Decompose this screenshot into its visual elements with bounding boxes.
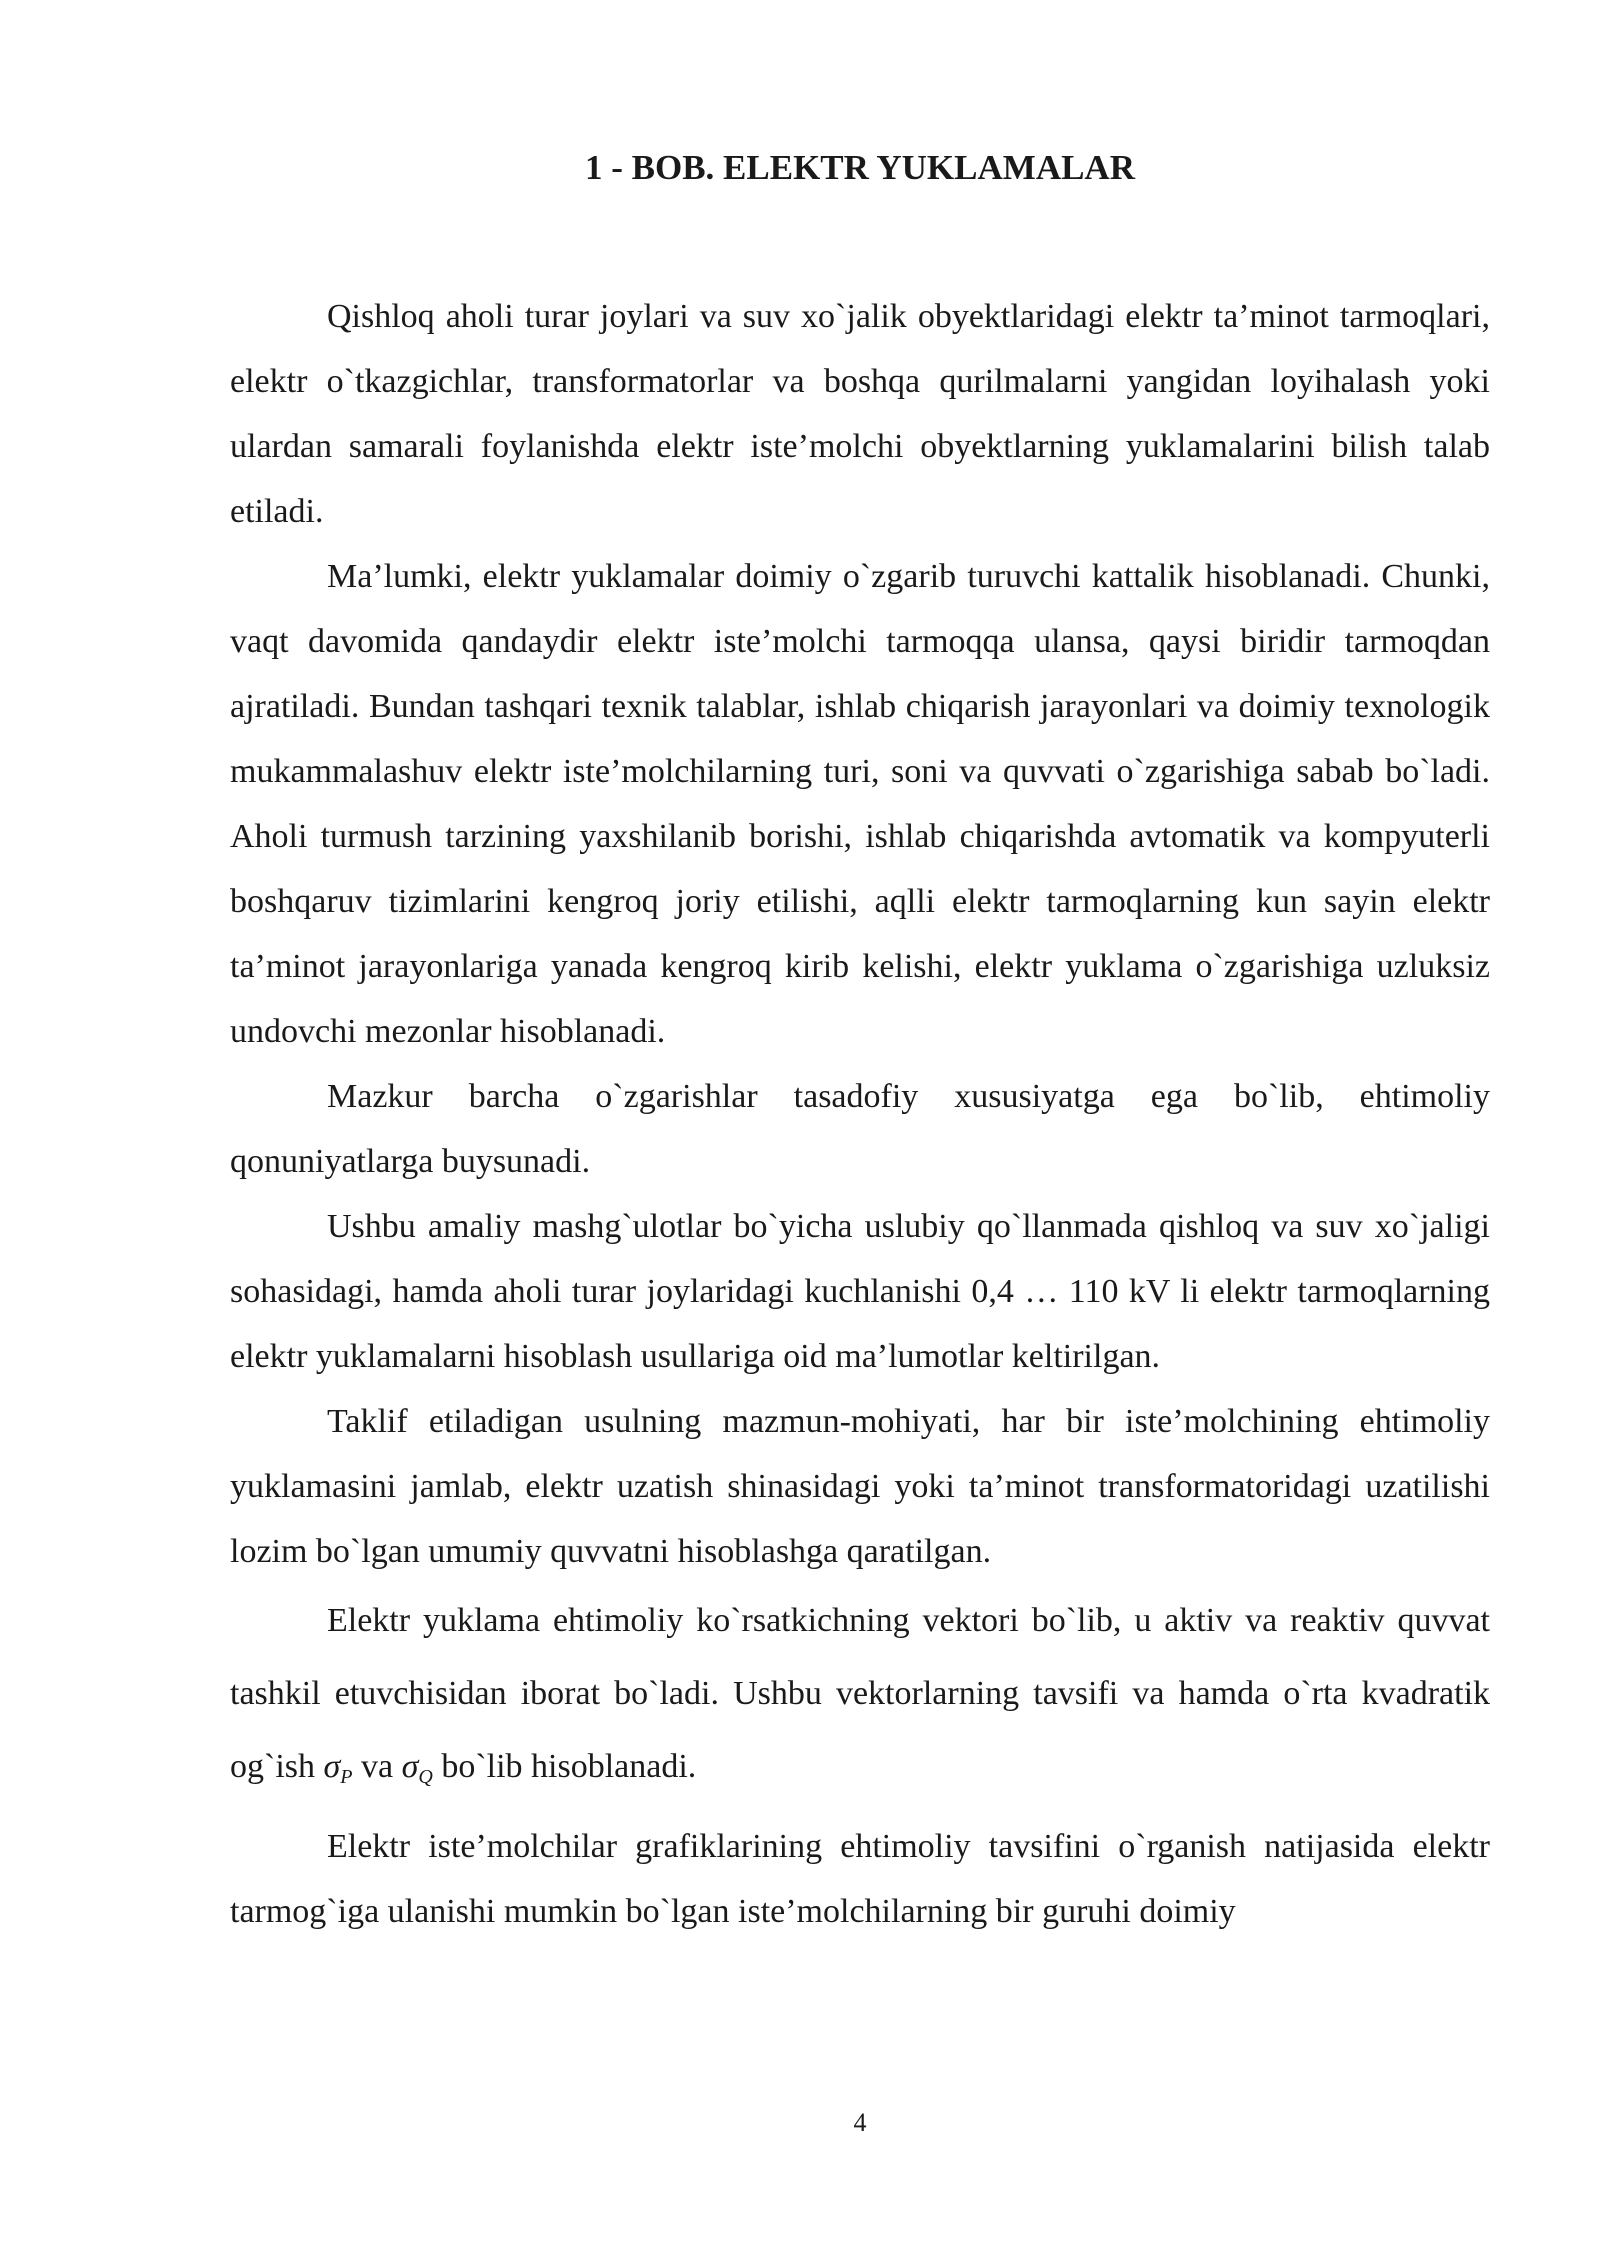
paragraph-last: Elektr iste’molchilar grafiklarining ehtimoliy tavsifini o`rganish natijasida elektr tarmog`iga ulanishi mumkin bo`lgan iste’molchilarning bir guruhi doimiy [230,1828,1490,1930]
sigma-p-symbol: σ [323,1748,341,1785]
vector-text-2: hamda o`rta kvadratik og`ish [230,1675,1491,1785]
paragraph-2: Ma’lumki, elektr yuklamalar doimiy o`zgarib turuvchi kattalik hisoblanadi. Chunki, vaqt davomida qandaydir elektr iste’molchi tarmoqqa ulansa, qaysi biridir tarmoqdan ajratiladi. Bundan tashqari texnik talablar, ishlab chiqarish jarayonlari va doimiy texnologik mukammalashuv elektr iste’molchilarning turi, soni va quvvati o`zgarishiga sabab bo`ladi. Aholi turmush tarzining yaxshilanib borishi, ishlab chiqarishda avtomatik va kompyuterli boshqaruv tizimlarini kengroq joriy etilishi, aqlli elektr tarmoqlarning kun sayin elektr ta’minot jarayonlariga yanada kengroq kirib kelishi, elektr yuklama o`zgarishiga uzluksiz undovchi mezonlar hisoblanadi. [230,558,1490,1050]
sigma-p-subscript: P [340,1766,353,1788]
paragraph-vector [230,1584,1490,1814]
paragraph-1: Qishloq aholi turar joylari va suv xo`jalik obyektlaridagi elektr ta’minot tarmoqlari, elektr o`tkazgichlar, transformatorlar va boshqa qurilmalarni yangidan loyihalash yoki ulardan samarali foylanishda elektr iste’molchi obyektlarning yuklamalarini bilish talab etiladi. [230,298,1490,530]
paragraph-3: Mazkur barcha o`zgarishlar tasadofiy xususiyatga ega bo`lib, ehtimoliy qonuniyatlarga buysunadi. [230,1078,1490,1180]
page-number: 4 [853,2108,867,2137]
paragraph-4: Ushbu amaliy mashg`ulotlar bo`yicha uslubiy qo`llanmada qishloq va suv xo`jaligi sohasidagi, hamda aholi turar joylaridagi kuchlanishi 0,4 … 110 kV li elektr tarmoqlarning elektr yuklamalarni hisoblash usullariga oid ma’lumotlar keltirilgan. [230,1208,1490,1375]
sigma-q-subscript: Q [418,1766,433,1788]
paragraph-5: Taklif etiladigan usulning mazmun-mohiyati, har bir iste’molchining ehtimoliy yuklamasini jamlab, elektr uzatish shinasidagi yoki ta’minot transformatoridagi uzatilishi lozim bo`lgan umumiy quvvatni hisoblashga qaratilgan. [230,1403,1490,1570]
chapter-title: 1 - BOB. ELEKTR YUKLAMALAR [584,148,1135,187]
vector-text-3: bo`lib hisoblanadi. [432,1748,697,1785]
vector-conjunction: va [352,1748,402,1785]
document-body [230,284,1490,1944]
vector-text-1: Elektr yuklama ehtimoliy ko`rsatkichning vektori bo`lib, u aktiv va reaktiv quvvat tashkil etuvchisidan iborat bo`ladi. Ushbu vektorlarning tavsifi va [230,1602,1490,1712]
sigma-q-symbol: σ [401,1748,419,1785]
